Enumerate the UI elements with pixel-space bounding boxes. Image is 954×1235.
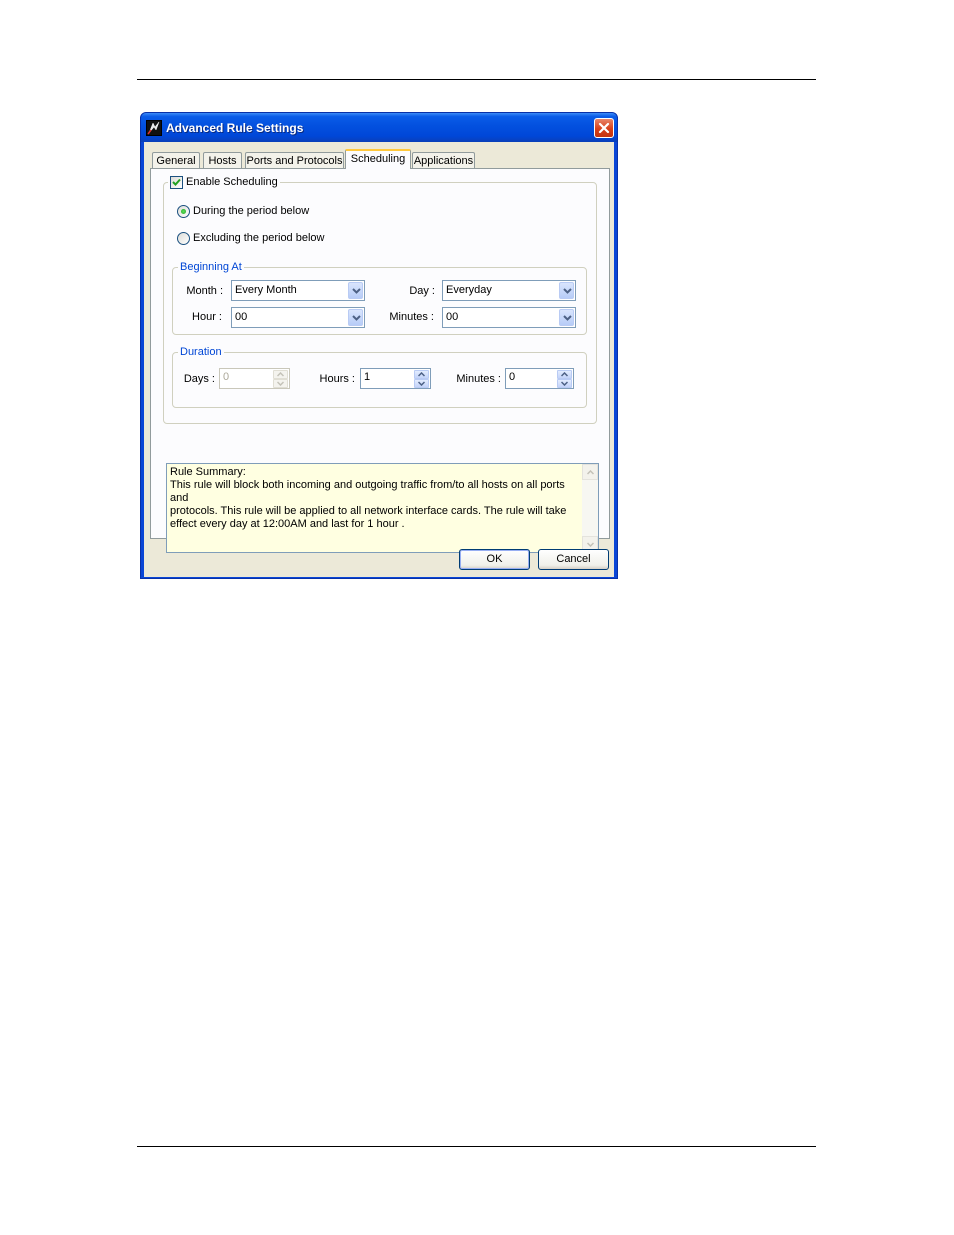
footer-rule (137, 1146, 816, 1147)
day-value: Everyday (446, 284, 492, 296)
spin-up-icon[interactable] (414, 370, 429, 379)
dialog-title: Advanced Rule Settings (166, 121, 304, 135)
hours-label: Hours : (319, 373, 355, 385)
enable-scheduling-label: Enable Scheduling (186, 176, 278, 188)
duration-minutes-value: 0 (509, 371, 516, 383)
days-value: 0 (223, 371, 230, 383)
rule-summary-text (170, 466, 575, 531)
spin-down-icon[interactable] (557, 379, 572, 388)
tab-ports-and-protocols[interactable] (245, 152, 344, 169)
excluding-period-label: Excluding the period below (193, 232, 325, 244)
summary-scrollbar[interactable] (582, 464, 598, 552)
during-period-option[interactable] (176, 203, 316, 219)
days-spinner[interactable] (219, 368, 290, 389)
month-select[interactable] (231, 280, 365, 301)
minutes-label: Minutes : (389, 311, 434, 323)
chevron-down-icon[interactable] (348, 282, 363, 299)
during-period-label: During the period below (193, 205, 310, 217)
tab-applications-label: Applications (413, 155, 474, 167)
month-label: Month : (186, 285, 223, 297)
tab-hosts[interactable] (203, 152, 242, 169)
title-bar[interactable] (141, 113, 617, 142)
tab-scheduling[interactable] (345, 149, 411, 169)
rule-summary-textbox[interactable] (166, 463, 599, 553)
rule-summary-line-2: protocols. This rule will be applied to all network interface cards. The rule will take (170, 505, 567, 517)
tab-ports-label: Ports and Protocols (246, 155, 343, 167)
tab-hosts-label: Hosts (208, 155, 237, 167)
spin-down-icon[interactable] (414, 379, 429, 388)
tab-applications[interactable] (412, 152, 475, 169)
hour-value: 00 (235, 311, 248, 323)
hours-spinner[interactable] (360, 368, 431, 389)
close-icon (598, 122, 610, 134)
radio-selected-dot (181, 209, 186, 214)
day-label: Day : (409, 285, 435, 297)
enable-scheduling-row[interactable] (168, 173, 280, 190)
duration-minutes-spinner[interactable] (505, 368, 574, 389)
excluding-period-radio[interactable] (177, 232, 190, 245)
minutes-value: 00 (446, 311, 459, 323)
hours-value: 1 (364, 371, 371, 383)
hour-label: Hour : (192, 311, 222, 323)
tab-general[interactable] (152, 152, 200, 169)
chevron-down-icon[interactable] (348, 309, 363, 326)
month-value: Every Month (235, 284, 297, 296)
day-select[interactable] (442, 280, 576, 301)
duration-legend: Duration (180, 346, 222, 358)
spin-down-icon[interactable] (273, 379, 288, 388)
hour-select[interactable] (231, 307, 365, 328)
minutes-select[interactable] (442, 307, 576, 328)
spin-up-icon[interactable] (557, 370, 572, 379)
duration-minutes-label: Minutes : (456, 373, 501, 385)
excluding-period-option[interactable] (176, 230, 326, 246)
close-button[interactable] (594, 118, 614, 138)
beginning-at-group (172, 261, 587, 335)
cancel-button[interactable]: Cancel (538, 549, 609, 570)
advanced-rule-settings-dialog (140, 112, 618, 579)
chevron-down-icon[interactable] (559, 309, 574, 326)
days-label: Days : (183, 373, 215, 385)
rule-summary-line-1: This rule will block both incoming and outgoing traffic from/to all hosts on all ports and (170, 479, 565, 504)
tab-scheduling-label: Scheduling (350, 153, 406, 165)
scroll-up-icon[interactable] (582, 464, 598, 480)
tab-general-label: General (156, 155, 196, 167)
beginning-at-legend: Beginning At (180, 261, 242, 273)
duration-group (172, 346, 587, 408)
scheduling-tab-panel (150, 168, 610, 539)
chevron-down-icon[interactable] (559, 282, 574, 299)
dialog-client-area (144, 142, 614, 577)
header-rule (137, 79, 816, 80)
spin-up-icon[interactable] (273, 370, 288, 379)
rule-summary-line-3: effect every day at 12:00AM and last for 1 hour . (170, 518, 405, 530)
ok-button[interactable]: OK (459, 549, 530, 570)
enable-scheduling-checkbox[interactable] (170, 176, 183, 189)
during-period-radio[interactable] (177, 205, 190, 218)
checkmark-icon (172, 178, 181, 187)
rule-summary-heading: Rule Summary: (170, 466, 246, 478)
firewall-app-icon (146, 120, 162, 136)
